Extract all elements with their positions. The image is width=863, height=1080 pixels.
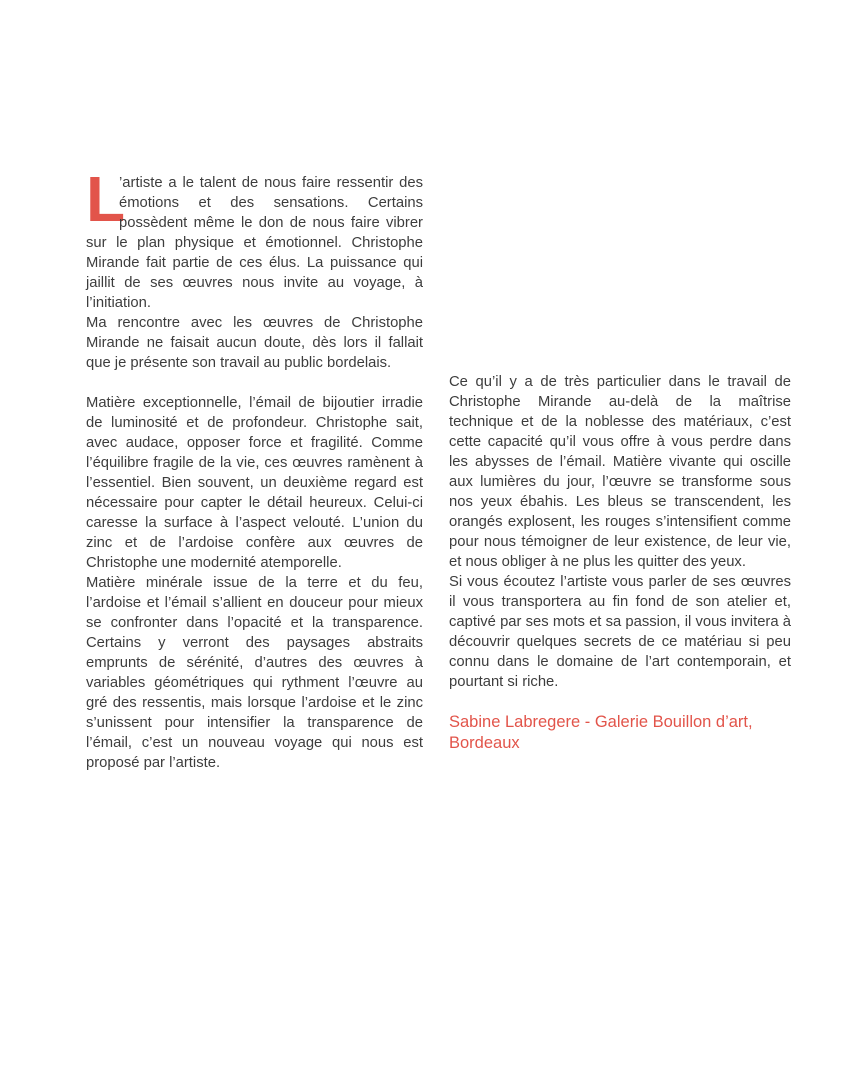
paragraph-text: Matière exceptionnelle, l’émail de bijoutier irradie de luminosité et de profondeur. Christophe sait, avec audace, opposer force et fragilité. Comme l’équilibre fragile de la vie, ces œuvres ramènent à l’essentiel. Bien souvent, un deuxième regard est nécessaire pour capter le détail heureux. Celui-ci caresse la surface à l’aspect velouté. L’union du zinc et de l’ardoise confère aux œuvres de Christophe une modernité atemporelle.: [86, 395, 423, 571]
right-column: [449, 372, 791, 754]
paragraph-text: Si vous écoutez l’artiste vous parler de ses œuvres il vous transportera au fin fond de son atelier et, captivé par ses mots et sa passion, il vous invitera à découvrir quelques secrets de ce matériau si peu connu dans le domaine de l’art contemporain, et pourtant si riche.: [449, 574, 791, 690]
paragraph-text: ’artiste a le talent de nous faire ressentir des émotions et des sensations. Certains possèdent même le don de nous faire vibrer sur le plan physique et émotionnel. Christophe Mirande fait partie de ces élus. La puissance qui jaillit de ses œuvres nous invite au voyage, à l’initiation.: [86, 175, 423, 311]
left-column: [86, 163, 423, 773]
paragraph-text: Matière minérale issue de la terre et du feu, l’ardoise et l’émail s’allient en douceur pour mieux se confronter dans l’opacité et la transparence. Certains y verront des paysages abstraits emprunts de sérénité, d’autres des œuvres à variables géométriques qui rythment l’œuvre au gré des ressentis, mais lorsque l’ardoise et le zinc s’unissent pour intensifier la transparence de l’émail, c’est un nouveau voyage qui nous est proposé par l’artiste.: [86, 575, 423, 771]
drop-cap-letter: L: [86, 163, 126, 235]
paragraph-text: Ce qu’il y a de très particulier dans le travail de Christophe Mirande au-delà de la maîtrise technique et de la noblesse des matériaux, c’est cette capacité qu’il vous offre à vous perdre dans les abysses de l’émail. Matière vivante qui oscille aux lumières du jour, l’œuvre se transforme sous nos yeux ébahis. Les bleus se transcendent, les orangés explosent, les rouges s’intensifient comme pour nous témoigner de leur existence, de leur vie, et nous obliger à ne plus les quitter des yeux.: [449, 374, 791, 570]
paragraph-text: Ma rencontre avec les œuvres de Christophe Mirande ne faisait aucun doute, dès lors il fallait que je présente son travail au public bordelais.: [86, 315, 423, 371]
signature-attribution: Sabine Labregere - Galerie Bouillon d’art, Bordeaux: [449, 713, 753, 752]
paragraph-dropcap: [86, 163, 423, 313]
